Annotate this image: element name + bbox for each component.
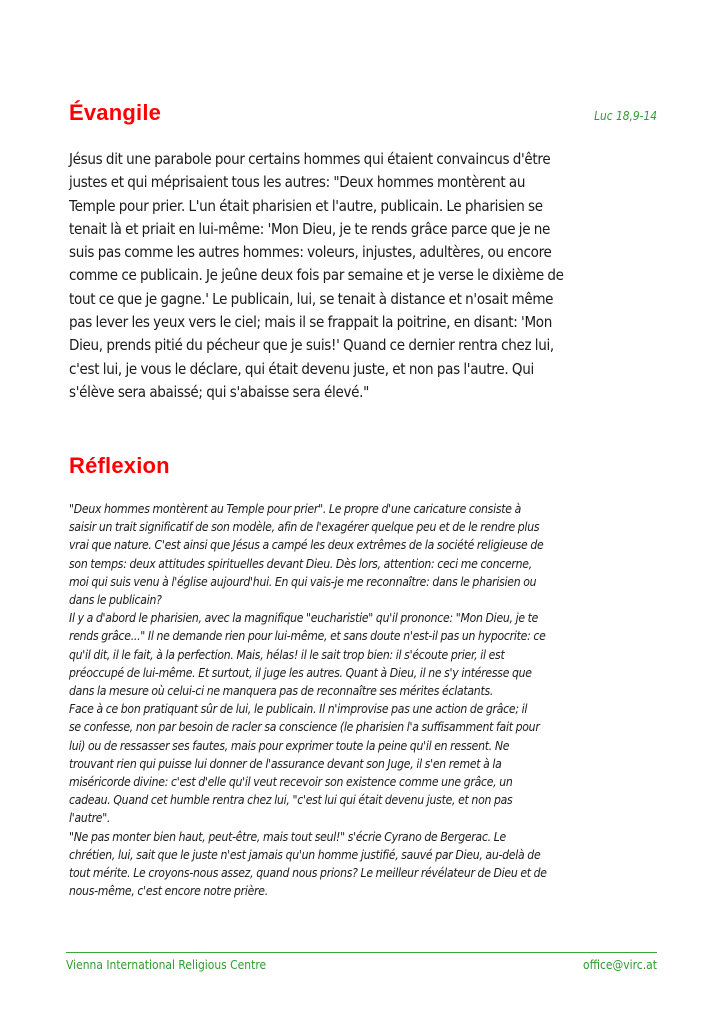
reflection-line: vrai que nature. C'est ainsi que Jésus a campé les deux extrêmes de la société religieuse de [69, 537, 544, 553]
footer-organization: Vienna International Religious Centre [66, 957, 267, 972]
gospel-line: Temple pour prier. L'un était pharisien et l'autre, publicain. Le pharisien se [69, 196, 543, 215]
reflection-line: Face à ce bon pratiquant sûr de lui, le publicain. Il n'improvise pas une action de grâce; il [69, 701, 528, 717]
reflection-line: préoccupé de lui-même. Et surtout, il juge les autres. Quant à Dieu, il ne s'y intéresse que [69, 664, 532, 680]
gospel-line: s'élève sera abaissé; qui s'abaisse sera élevé." [69, 382, 370, 401]
reflection-line: lui) ou de ressasser ses fautes, mais pour exprimer toute la peine qu'il en ressent. Ne [69, 737, 510, 753]
gospel-line: tout ce que je gagne.' Le publicain, lui, se tenait à distance et n'osait même [69, 289, 554, 308]
reflection-line: saisir un trait significatif de son modèle, afin de l'exagérer quelque peu et de le rendre plus [69, 519, 540, 535]
footer [66, 957, 657, 972]
reflection-text [69, 500, 657, 900]
reflection-line: miséricorde divine: c'est d'elle qu'il veut recevoir son existence comme une grâce, un [69, 774, 513, 790]
reflection-title: Réflexion [69, 453, 170, 478]
reflection-line: cadeau. Quand cet humble rentra chez lui, "c'est lui qui était devenu juste, et non pas [69, 792, 513, 808]
gospel-header [69, 100, 657, 126]
gospel-text [69, 148, 664, 404]
reflection-line: chrétien, lui, sait que le juste n'est jamais qu'un homme justifié, sauvé par Dieu, au-delà de [69, 846, 541, 862]
gospel-line: Dieu, prends pitié du pécheur que je suis!' Quand ce dernier rentra chez lui, [69, 336, 554, 355]
gospel-title: Évangile [69, 100, 162, 125]
gospel-line: Jésus dit une parabole pour certains hommes qui étaient convaincus d'être [69, 150, 551, 168]
reflection-line: l'autre". [69, 810, 111, 826]
footer-divider [66, 952, 657, 953]
reflection-line: "Deux hommes montèrent au Temple pour prier". Le propre d'une caricature consiste à [69, 501, 522, 516]
reflection-line: se confesse, non par besoin de racler sa conscience (le pharisien l'a suffisamment fait pour [69, 719, 540, 735]
reflection-line: tout mérite. Le croyons-nous assez, quand nous prions? Le meilleur révélateur de Dieu et de [69, 865, 547, 881]
reflection-line: trouvant rien qui puisse lui donner de l'assurance devant son Juge, il s'en remet à la [69, 755, 502, 771]
reflection-line: moi qui suis venu à l'église aujourd'hui. En qui vais-je me reconnaître: dans le pharisien ou [69, 573, 537, 589]
scripture-reference: Luc 18,9-14 [594, 108, 657, 123]
reflection-line: qu'il dit, il le fait, à la perfection. Mais, hélas! il le sait trop bien: il s'écoute prier, il est [69, 646, 505, 662]
reflection-header [69, 453, 657, 479]
gospel-line: justes et qui méprisaient tous les autres: "Deux hommes montèrent au [69, 173, 526, 192]
reflection-line: rends grâce..." Il ne demande rien pour lui-même, et sans doute n'est-il pas un hypocrite: ce [69, 628, 546, 644]
gospel-line: suis pas comme les autres hommes: voleurs, injustes, adultères, ou encore [69, 243, 552, 262]
gospel-line: tenait là et priait en lui-même: 'Mon Dieu, je te rends grâce parce que je ne [69, 219, 551, 238]
reflection-line: son temps: deux attitudes spirituelles devant Dieu. Dès lors, attention: ceci me concerne, [69, 555, 532, 571]
reflection-line: nous-même, c'est encore notre prière. [69, 883, 268, 899]
reflection-line: Il y a d'abord le pharisien, avec la magnifique "eucharistie" qu'il prononce: "Mon Dieu, je te [69, 610, 539, 626]
gospel-line: pas lever les yeux vers le ciel; mais il se frappait la poitrine, en disant: 'Mon [69, 313, 553, 332]
footer-email-link[interactable]: office@virc.at [583, 957, 657, 972]
gospel-line: c'est lui, je vous le déclare, qui était devenu juste, et non pas l'autre. Qui [69, 359, 534, 378]
reflection-line: dans le publicain? [69, 592, 162, 608]
reflection-line: dans la mesure où celui-ci ne manquera pas de reconnaître ses mérites éclatants. [69, 683, 494, 699]
gospel-line: comme ce publicain. Je jeûne deux fois par semaine et je verse le dixième de [69, 266, 564, 285]
reflection-line: "Ne pas monter bien haut, peut-être, mais tout seul!" s'écrie Cyrano de Bergerac. Le [69, 828, 506, 844]
